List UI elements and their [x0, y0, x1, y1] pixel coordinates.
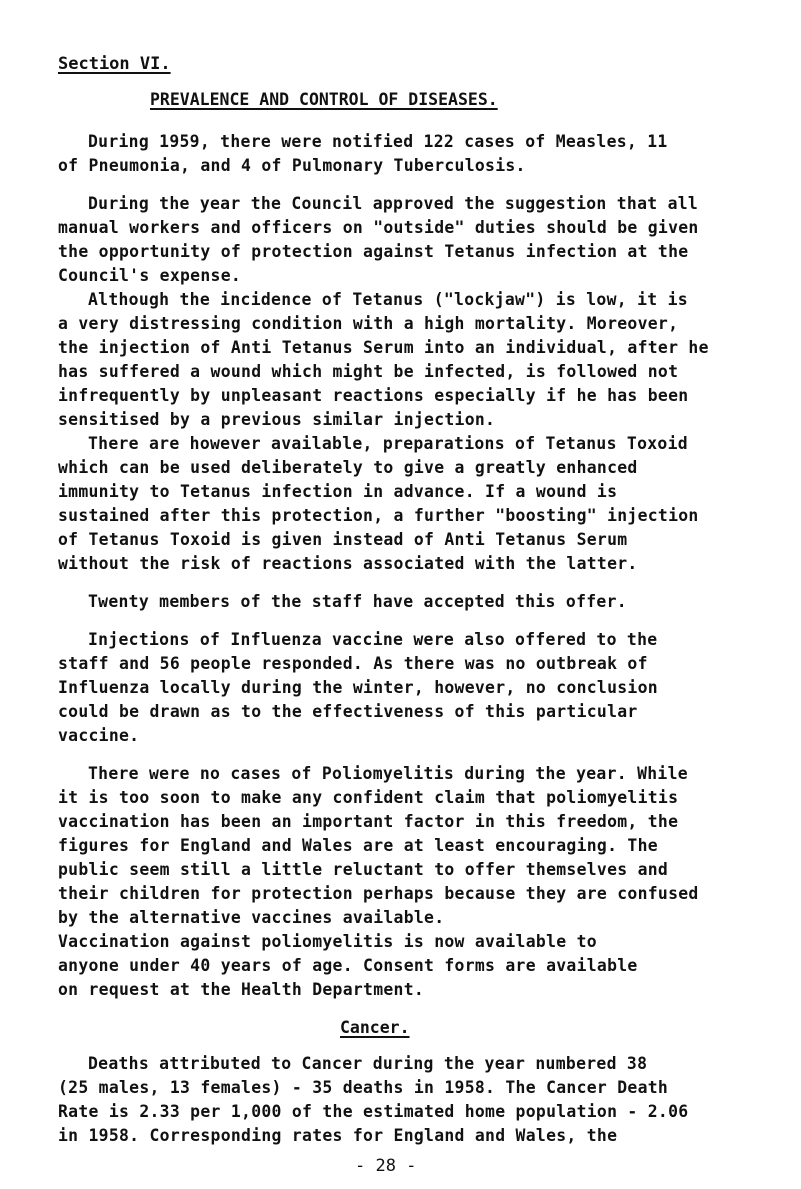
paragraph-line: infrequently by unpleasant reactions especially if he has been: [58, 386, 689, 405]
paragraph-line: Injections of Influenza vaccine were also offered to the: [88, 630, 658, 649]
paragraph-line: of Pneumonia, and 4 of Pulmonary Tuberculosis.: [58, 156, 526, 175]
paragraph-line: the injection of Anti Tetanus Serum into an individual, after he: [58, 338, 709, 357]
paragraph-line: During the year the Council approved the suggestion that all: [88, 194, 699, 213]
paragraph-line: a very distressing condition with a high mortality. Moreover,: [58, 314, 679, 333]
paragraph-line: has suffered a wound which might be infected, is followed not: [58, 362, 679, 381]
paragraph-line: There are however available, preparations of Tetanus Toxoid: [88, 434, 688, 453]
paragraph-line: immunity to Tetanus infection in advance. If a wound is: [58, 482, 618, 501]
section-heading: Section VI.: [58, 54, 171, 74]
paragraph-line: the opportunity of protection against Tetanus infection at the: [58, 242, 689, 261]
paragraph-line: Influenza locally during the winter, however, no conclusion: [58, 678, 658, 697]
page-number: - 28 -: [355, 1156, 417, 1176]
paragraph-line: Council's expense.: [58, 266, 242, 285]
paragraph-line: sensitised by a previous similar injection.: [58, 410, 496, 429]
paragraph-line: anyone under 40 years of age. Consent forms are available: [58, 956, 638, 975]
paragraph-line: sustained after this protection, a further "boosting" injection: [58, 506, 699, 525]
paragraph-line: (25 males, 13 females) - 35 deaths in 1958. The Cancer Death: [58, 1078, 669, 1097]
paragraph-line: by the alternative vaccines available.: [58, 908, 445, 927]
paragraph-line: could be drawn as to the effectiveness of this particular: [58, 702, 638, 721]
paragraph-line: There were no cases of Poliomyelitis during the year. While: [88, 764, 688, 783]
paragraph-line: of Tetanus Toxoid is given instead of Anti Tetanus Serum: [58, 530, 628, 549]
paragraph-line: which can be used deliberately to give a greatly enhanced: [58, 458, 638, 477]
paragraph-line: in 1958. Corresponding rates for England and Wales, the: [58, 1126, 618, 1145]
paragraph-line: figures for England and Wales are at least encouraging. The: [58, 836, 658, 855]
paragraph-line: on request at the Health Department.: [58, 980, 425, 999]
paragraph-line: Twenty members of the staff have accepted this offer.: [88, 592, 627, 611]
cancer-heading: Cancer.: [340, 1018, 410, 1037]
paragraph-line: it is too soon to make any confident claim that poliomyelitis: [58, 788, 679, 807]
paragraph-line: During 1959, there were notified 122 cases of Measles, 11: [88, 132, 668, 151]
paragraph-line: Rate is 2.33 per 1,000 of the estimated home population - 2.06: [58, 1102, 689, 1121]
page-title: PREVALENCE AND CONTROL OF DISEASES.: [150, 90, 498, 109]
paragraph-line: Vaccination against poliomyelitis is now available to: [58, 932, 597, 951]
paragraph-line: Although the incidence of Tetanus ("lockjaw") is low, it is: [88, 290, 688, 309]
paragraph-line: public seem still a little reluctant to offer themselves and: [58, 860, 669, 879]
paragraph-line: manual workers and officers on "outside" duties should be given: [58, 218, 699, 237]
paragraph-line: vaccine.: [58, 726, 140, 745]
paragraph-line: vaccination has been an important factor in this freedom, the: [58, 812, 679, 831]
paragraph-line: without the risk of reactions associated with the latter.: [58, 554, 638, 573]
paragraph-line: their children for protection perhaps because they are confused: [58, 884, 699, 903]
paragraph-line: staff and 56 people responded. As there was no outbreak of: [58, 654, 648, 673]
paragraph-line: Deaths attributed to Cancer during the year numbered 38: [88, 1054, 648, 1073]
